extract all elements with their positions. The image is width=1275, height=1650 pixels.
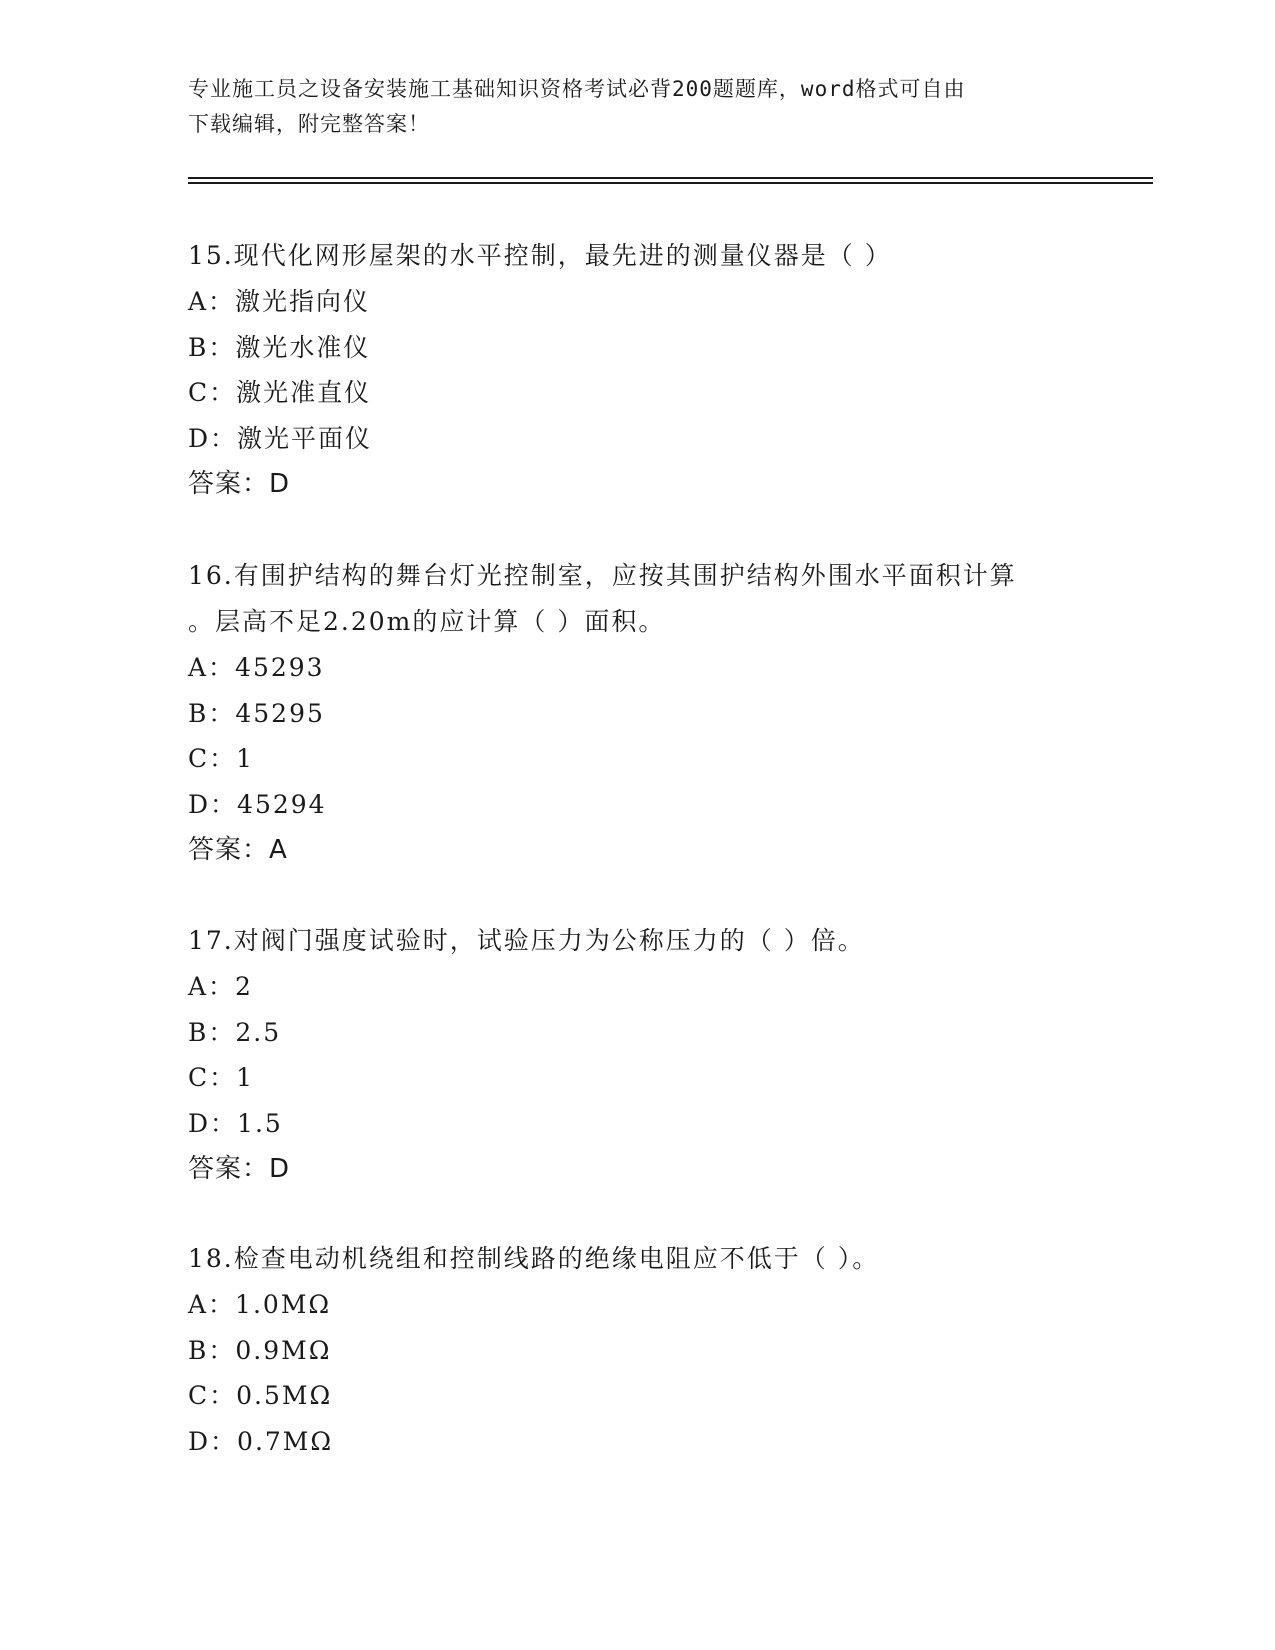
question-17	[188, 918, 1088, 1192]
option-c: C：1	[188, 744, 255, 773]
option-a: A：1.0MΩ	[188, 1290, 332, 1319]
option-a: A：2	[188, 972, 253, 1001]
option-c: C：0.5MΩ	[188, 1381, 333, 1410]
option-d: D：45294	[188, 789, 327, 819]
option-d: D：激光平面仪	[188, 423, 373, 453]
answer-label: 答案：D	[188, 469, 291, 499]
header-line-1: 专业施工员之设备安装施工基础知识资格考试必背200题题库，word格式可自由	[188, 77, 966, 101]
option-c: C：激光准直仪	[188, 378, 372, 407]
question-stem-line-2: 。层高不足2.20m的应计算（ ）面积。	[188, 607, 666, 636]
question-18	[188, 1236, 1088, 1464]
option-d: D：1.5	[188, 1108, 283, 1138]
question-stem-line-1: 16.有围护结构的舞台灯光控制室，应按其围护结构外围水平面积计算	[188, 561, 1017, 590]
option-a: A：45293	[188, 653, 325, 682]
question-16	[188, 553, 1088, 873]
option-b: B：45295	[188, 698, 325, 728]
header-divider-top	[188, 177, 1153, 179]
option-b: B：激光水准仪	[188, 332, 371, 362]
question-stem: 15.现代化网形屋架的水平控制，最先进的测量仪器是（ ）	[188, 241, 892, 270]
header-divider-bottom	[188, 182, 1153, 184]
option-a: A：激光指向仪	[188, 287, 371, 316]
document-header	[188, 72, 1088, 142]
option-b: B：2.5	[188, 1017, 282, 1047]
header-line-2: 下载编辑，附完整答案！	[188, 112, 430, 136]
answer-label: 答案：A	[188, 835, 288, 865]
answer-label: 答案：D	[188, 1154, 291, 1184]
question-stem: 18.检查电动机绕组和控制线路的绝缘电阻应不低于（ ）。	[188, 1244, 880, 1273]
question-15	[188, 233, 1088, 507]
option-c: C：1	[188, 1063, 255, 1092]
option-b: B：0.9MΩ	[188, 1335, 332, 1365]
option-d: D：0.7MΩ	[188, 1426, 334, 1456]
question-stem: 17.对阀门强度试验时，试验压力为公称压力的（ ）倍。	[188, 926, 865, 955]
